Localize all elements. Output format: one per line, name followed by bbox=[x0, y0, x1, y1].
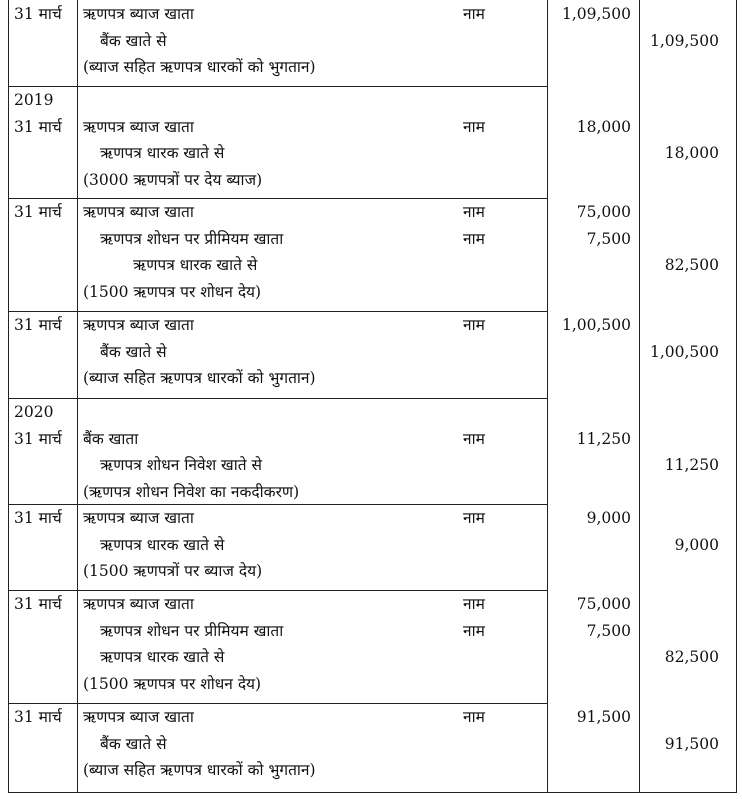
credit-amount: 82,500 bbox=[664, 648, 719, 666]
account-particulars: ऋणपत्र धारक खाते से bbox=[100, 648, 225, 666]
narration: (ऋणपत्र शोधन निवेश का नकदीकरण) bbox=[83, 482, 300, 501]
debit-amount: 18,000 bbox=[576, 117, 631, 136]
narration: (1500 ऋणपत्र पर शोधन देय) bbox=[83, 674, 262, 693]
debit-amount: 7,500 bbox=[586, 621, 631, 640]
credit-amount: 18,000 bbox=[664, 144, 719, 162]
entry-year: 2019 bbox=[14, 91, 54, 109]
date-column-divider bbox=[77, 0, 78, 792]
entry-separator bbox=[9, 703, 547, 704]
account-particulars: ऋणपत्र ब्याज खाता bbox=[83, 5, 194, 23]
account-particulars: बैंक खाते से bbox=[100, 31, 167, 50]
account-particulars: ऋणपत्र शोधन पर प्रीमियम खाता bbox=[100, 229, 284, 248]
entry-date: 31 मार्च bbox=[14, 316, 62, 334]
credit-amount: 1,09,500 bbox=[649, 31, 719, 50]
entry-separator bbox=[9, 311, 547, 312]
debit-amount: 1,00,500 bbox=[561, 316, 631, 334]
narration: (ब्याज सहित ऋणपत्र धारकों को भुगतान) bbox=[83, 761, 316, 779]
narration: (3000 ऋणपत्रों पर देय ब्याज) bbox=[83, 170, 263, 189]
narration: (ब्याज सहित ऋणपत्र धारकों को भुगतान) bbox=[83, 369, 316, 387]
folio-column-divider bbox=[547, 0, 548, 792]
credit-amount: 1,00,500 bbox=[649, 342, 719, 361]
account-particulars: ऋणपत्र ब्याज खाता bbox=[83, 595, 194, 613]
account-particulars: ऋणपत्र ब्याज खाता bbox=[83, 316, 194, 334]
entry-separator bbox=[9, 398, 547, 399]
entry-date: 31 मार्च bbox=[14, 509, 62, 527]
entry-date: 31 मार्च bbox=[14, 5, 62, 23]
entry-year: 2020 bbox=[14, 403, 54, 421]
folio-label: नाम bbox=[463, 316, 485, 334]
folio-label: नाम bbox=[463, 117, 485, 136]
journal-sheet bbox=[8, 0, 737, 793]
folio-label: नाम bbox=[463, 229, 485, 248]
credit-amount: 91,500 bbox=[664, 734, 719, 753]
folio-label: नाम bbox=[463, 595, 485, 613]
credit-amount: 82,500 bbox=[664, 256, 719, 274]
folio-label: नाम bbox=[463, 708, 485, 726]
debit-column-divider bbox=[639, 0, 640, 792]
account-particulars: बैंक खाते से bbox=[100, 734, 167, 753]
account-particulars: ऋणपत्र शोधन पर प्रीमियम खाता bbox=[100, 621, 284, 640]
narration: (ब्याज सहित ऋणपत्र धारकों को भुगतान) bbox=[83, 58, 316, 76]
entry-separator bbox=[9, 198, 547, 199]
account-particulars: ऋणपत्र शोधन निवेश खाते से bbox=[100, 456, 262, 474]
debit-amount: 1,09,500 bbox=[561, 5, 631, 23]
debit-amount: 11,250 bbox=[576, 429, 631, 448]
entry-date: 31 मार्च bbox=[14, 203, 62, 221]
debit-amount: 75,000 bbox=[576, 203, 631, 221]
debit-amount: 9,000 bbox=[586, 509, 631, 527]
narration: (1500 ऋणपत्र पर शोधन देय) bbox=[83, 282, 262, 301]
narration: (1500 ऋणपत्रों पर ब्याज देय) bbox=[83, 562, 263, 580]
entry-separator bbox=[9, 590, 547, 591]
folio-label: नाम bbox=[463, 203, 485, 221]
folio-label: नाम bbox=[463, 509, 485, 527]
entry-date: 31 मार्च bbox=[14, 117, 62, 136]
entry-date: 31 मार्च bbox=[14, 595, 62, 613]
account-particulars: ऋणपत्र धारक खाते से bbox=[133, 256, 258, 274]
entry-separator bbox=[9, 504, 547, 505]
account-particulars: ऋणपत्र धारक खाते से bbox=[100, 144, 225, 162]
entry-date: 31 मार्च bbox=[14, 429, 62, 448]
folio-label: नाम bbox=[463, 621, 485, 640]
credit-amount: 9,000 bbox=[674, 535, 719, 554]
account-particulars: ऋणपत्र ब्याज खाता bbox=[83, 117, 194, 136]
account-particulars: ऋणपत्र ब्याज खाता bbox=[83, 203, 194, 221]
account-particulars: ऋणपत्र ब्याज खाता bbox=[83, 708, 194, 726]
account-particulars: बैंक खाते से bbox=[100, 342, 167, 361]
credit-amount: 11,250 bbox=[664, 456, 719, 474]
entry-date: 31 मार्च bbox=[14, 708, 62, 726]
folio-label: नाम bbox=[463, 429, 485, 448]
account-particulars: ऋणपत्र धारक खाते से bbox=[100, 535, 225, 554]
account-particulars: बैंक खाता bbox=[83, 429, 139, 448]
debit-amount: 75,000 bbox=[576, 595, 631, 613]
account-particulars: ऋणपत्र ब्याज खाता bbox=[83, 509, 194, 527]
debit-amount: 7,500 bbox=[586, 229, 631, 248]
entry-separator bbox=[9, 86, 547, 87]
folio-label: नाम bbox=[463, 5, 485, 23]
debit-amount: 91,500 bbox=[576, 708, 631, 726]
